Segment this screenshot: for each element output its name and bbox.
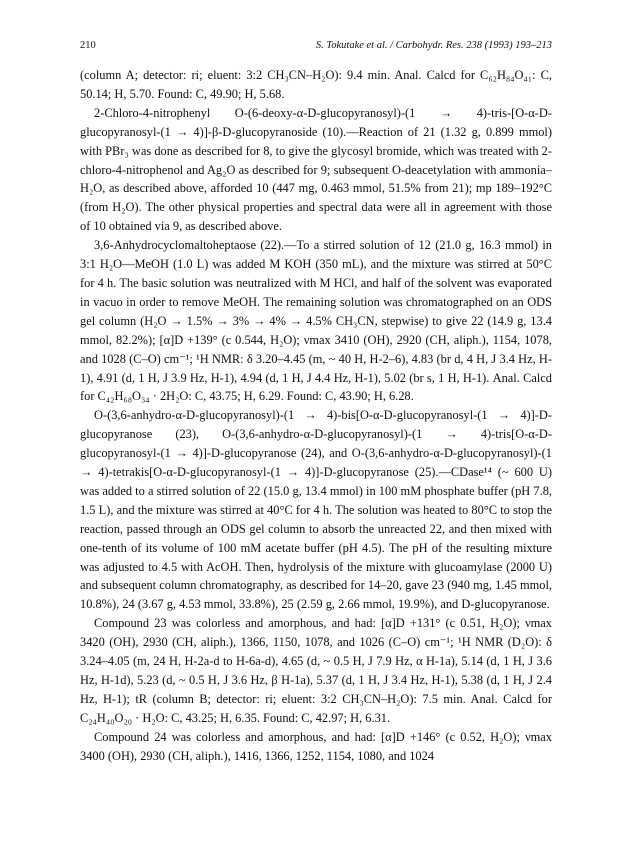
paragraph-compounds-23-25: O-(3,6-anhydro-α-D-glucopyranosyl)-(1 → 4)-bis[O-α-D-glucopyranosyl-(1 → 4)]-D-glucopyranose (23), O-(3,6-anhydro-α-D-glucopyranosyl)-(1 → 4)-tris[O-α-D-glucopyranosyl-(1 → 4)]-D-glucopyranose (24), and O-(3,6-anhydro-α-D-glucopyranosyl)-(1 → 4)-tetrakis[O-α-D-glucopyranosyl-(1 → 4)]-D-glucopyranose (25).—CDase¹⁴ (~ 600 U) was added to a stirred solution of 22 (15.0 g, 13.4 mmol) in 100 mM phosphate buffer (pH 7.8, 1.5 L), and the mixture was stirred at 40°C for 4 h. The solution was heated to 80°C to stop the reaction, passed through an ODS gel column to absorb the unreacted 22, and then mixed with one-tenth of its volume of 100 mM acetate buffer (pH 4.5). The pH of the resulting mixture was adjusted to 4.5 with AcOH. Then, hydrolysis of the mixture with glucoamylase (2000 U) and subsequent column chromatography, as described for 14–20, gave 23 (940 mg, 1.45 mmol, 10.8%), 24 (3.67 g, 4.53 mmol, 33.8%), 25 (2.59 g, 2.66 mmol, 19.9%), and D-glucopyranose. <box>80 408 552 612</box>
paragraph-compound-24-data: Compound 24 was colorless and amorphous, and had: [α]D +146° (c 0.52, H₂O); νmax 3400 (OH), 2930 (CH, aliph.), 1416, 1366, 1252, 1154, 1080, and 1024 <box>80 729 552 763</box>
page-header <box>80 40 552 56</box>
paragraph-compound-23-data: Compound 23 was colorless and amorphous, and had: [α]D +131° (c 0.51, H₂O); νmax 3420 (OH), 2930 (CH, aliph.), 1366, 1150, 1078, and 1026 (C–O) cm⁻¹; ¹H NMR (D₂O): δ 3.24–4.05 (m, 24 H, H-2a-d to H-6a-d), 4.65 (d, ~ 0.5 H, J 7.9 Hz, α H-1a), 5.14 (d, 1 H, J 3.6 Hz, H-1d), 5.23 (d, ~ 0.5 H, J 3.6 Hz, β H-1a), 5.37 (d, 1 H, J 3.4 Hz, H-1), 5.38 (d, 1 H, J 2.4 Hz, H-1); tR (column B; detector: ri; eluent: 3:2 CH₃CN–H₂O): 7.5 min. Anal. Calcd for C₂₄H₄₀O₂₀ · H₂O: C, 43.25; H, 6.35. Found: C, 42.97; H, 6.31. <box>80 616 552 725</box>
paragraph-compound-22: 3,6-Anhydrocyclomaltoheptaose (22).—To a stirred solution of 12 (21.0 g, 16.3 mmol) in 3:1 H₂O—MeOH (1.0 L) was added M KOH (350 mL), and the mixture was stirred at 50°C for 4 h. The basic solution was neutralized with M HCl, and half of the solvent was evaporated in vacuo in order to remove MeOH. The remaining solution was chromatographed on an ODS gel column (H₂O → 1.5% → 3% → 4% → 4.5% CH₃CN, stepwise) to give 22 (14.9 g, 13.4 mmol, 82.2%); [α]D +139° (c 0.544, H₂O); νmax 3410 (OH), 2920 (CH, aliph.), 1154, 1078, and 1028 (C–O) cm⁻¹; ¹H NMR: δ 3.20–4.45 (m, ~ 40 H, H-2–6), 4.83 (br d, 4 H, J 3.4 Hz, H-1), 4.91 (d, 1 H, J 3.9 Hz, H-1), 4.94 (d, 1 H, J 4.4 Hz, H-1), 5.02 (br s, 1 H, H-1). Anal. Calcd for C₄₂H₆₈O₃₄ · 2H₂O: C, 43.75; H, 6.29. Found: C, 43.90; H, 6.28. <box>80 238 552 404</box>
article-body <box>80 66 552 766</box>
page-number: 210 <box>80 40 96 51</box>
paragraph-compound-10: 2-Chloro-4-nitrophenyl O-(6-deoxy-α-D-glucopyranosyl)-(1 → 4)-tris-[O-α-D-glucopyranosyl-(1 → 4)]-β-D-glucopyranoside (10).—Reaction of 21 (1.32 g, 0.899 mmol) with PBr₃ was done as described for 8, to give the glycosyl bromide, which was treated with 2-chloro-4-nitrophenol and Ag₂O as described for 9; subsequent O-deacetylation with ammonia–H₂O, as described above, afforded 10 (447 mg, 0.463 mmol, 51.5% from 21); mp 189–192°C (from H₂O). The other physical properties and spectral data were all in agreement with those of 10 obtained via 9, as described above. <box>80 105 552 234</box>
paragraph-continuation: (column A; detector: ri; eluent: 3:2 CH₃CN–H₂O): 9.4 min. Anal. Calcd for C₆₂H₈₄O₄₁: C, 50.14; H, 5.70. Found: C, 49.90; H, 5.68. <box>80 68 552 101</box>
running-title: S. Tokutake et al. / Carbohydr. Res. 238 (1993) 193–213 <box>315 40 552 51</box>
